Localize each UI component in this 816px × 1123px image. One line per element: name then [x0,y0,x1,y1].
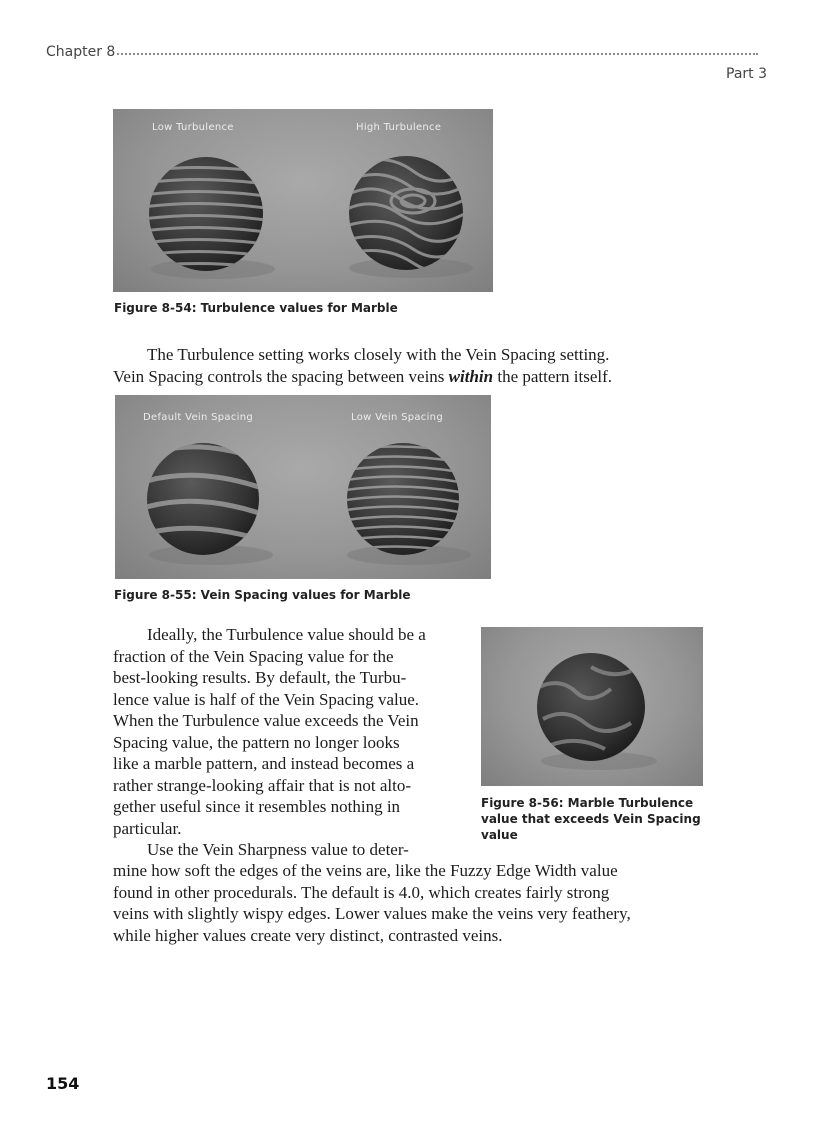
paragraph-line: lence value is half of the Vein Spacing value. [113,689,420,709]
paragraph-line [113,366,713,388]
figure-8-56-caption [481,795,711,843]
paragraph-vein-sharpness [113,860,713,946]
emphasis-within: within [448,366,494,386]
turbulence-spheres-render [113,109,493,292]
paragraph-line: fraction of the Vein Spacing value for the [113,646,394,666]
paragraph-line: veins with slightly wispy edges. Lower values make the veins very feathery, [113,904,631,923]
low-vein-spacing-label: Low Vein Spacing [351,412,443,423]
paragraph-line: while higher values create very distinct, contrasted veins. [113,925,503,945]
figure-8-56-image [481,627,703,786]
figure-8-55-image [115,395,491,579]
high-turbulence-label: High Turbulence [356,122,442,133]
part-label: Part 3 [726,66,767,82]
low-turbulence-label: Low Turbulence [152,122,234,133]
dot-leader [110,53,758,55]
paragraph-line: mine how soft the edges of the veins are, like the Fuzzy Edge Width value [113,861,618,880]
default-vein-spacing-label: Default Vein Spacing [143,412,254,423]
paragraph-line: particular. [113,818,182,838]
caption-line: value [481,828,518,842]
paragraph-ideal-turbulence [113,624,473,861]
default-vein-spacing-sphere [147,443,259,555]
paragraph-line: like a marble pattern, and instead becomes a [113,754,415,773]
figure-8-55-caption: Figure 8-55: Vein Spacing values for Marble [114,588,411,602]
marble-turbulence-sphere-render [481,627,703,786]
paragraph-line: The Turbulence setting works closely with the Vein Spacing setting. [147,345,610,364]
paragraph-line: gether useful since it resembles nothing in [113,797,401,816]
paragraph-line: rather strange-looking affair that is not alto- [113,775,412,795]
paragraph-line: Spacing value, the pattern no longer looks [113,732,400,752]
paragraph-line: best-looking results. By default, the Turbu- [113,668,407,687]
running-header [46,44,758,60]
caption-line: Figure 8-56: Marble Turbulence [481,796,694,810]
paragraph-line: Use the Vein Sharpness value to deter- [147,840,409,859]
chapter-label: Chapter 8 [46,44,116,60]
text-run: the pattern itself. [493,366,613,386]
figure-8-54-image [113,109,493,292]
text-run: Vein Spacing controls the spacing between veins [113,366,449,386]
paragraph-turbulence [113,344,713,387]
caption-line: value that exceeds Vein Spacing [481,812,701,826]
paragraph-line: When the Turbulence value exceeds the Vein [113,711,419,730]
figure-8-54-caption: Figure 8-54: Turbulence values for Marble [114,301,398,315]
page-number: 154 [46,1074,80,1093]
paragraph-line: found in other procedurals. The default is 4.0, which creates fairly strong [113,882,610,902]
paragraph-line: Ideally, the Turbulence value should be a [147,625,426,644]
